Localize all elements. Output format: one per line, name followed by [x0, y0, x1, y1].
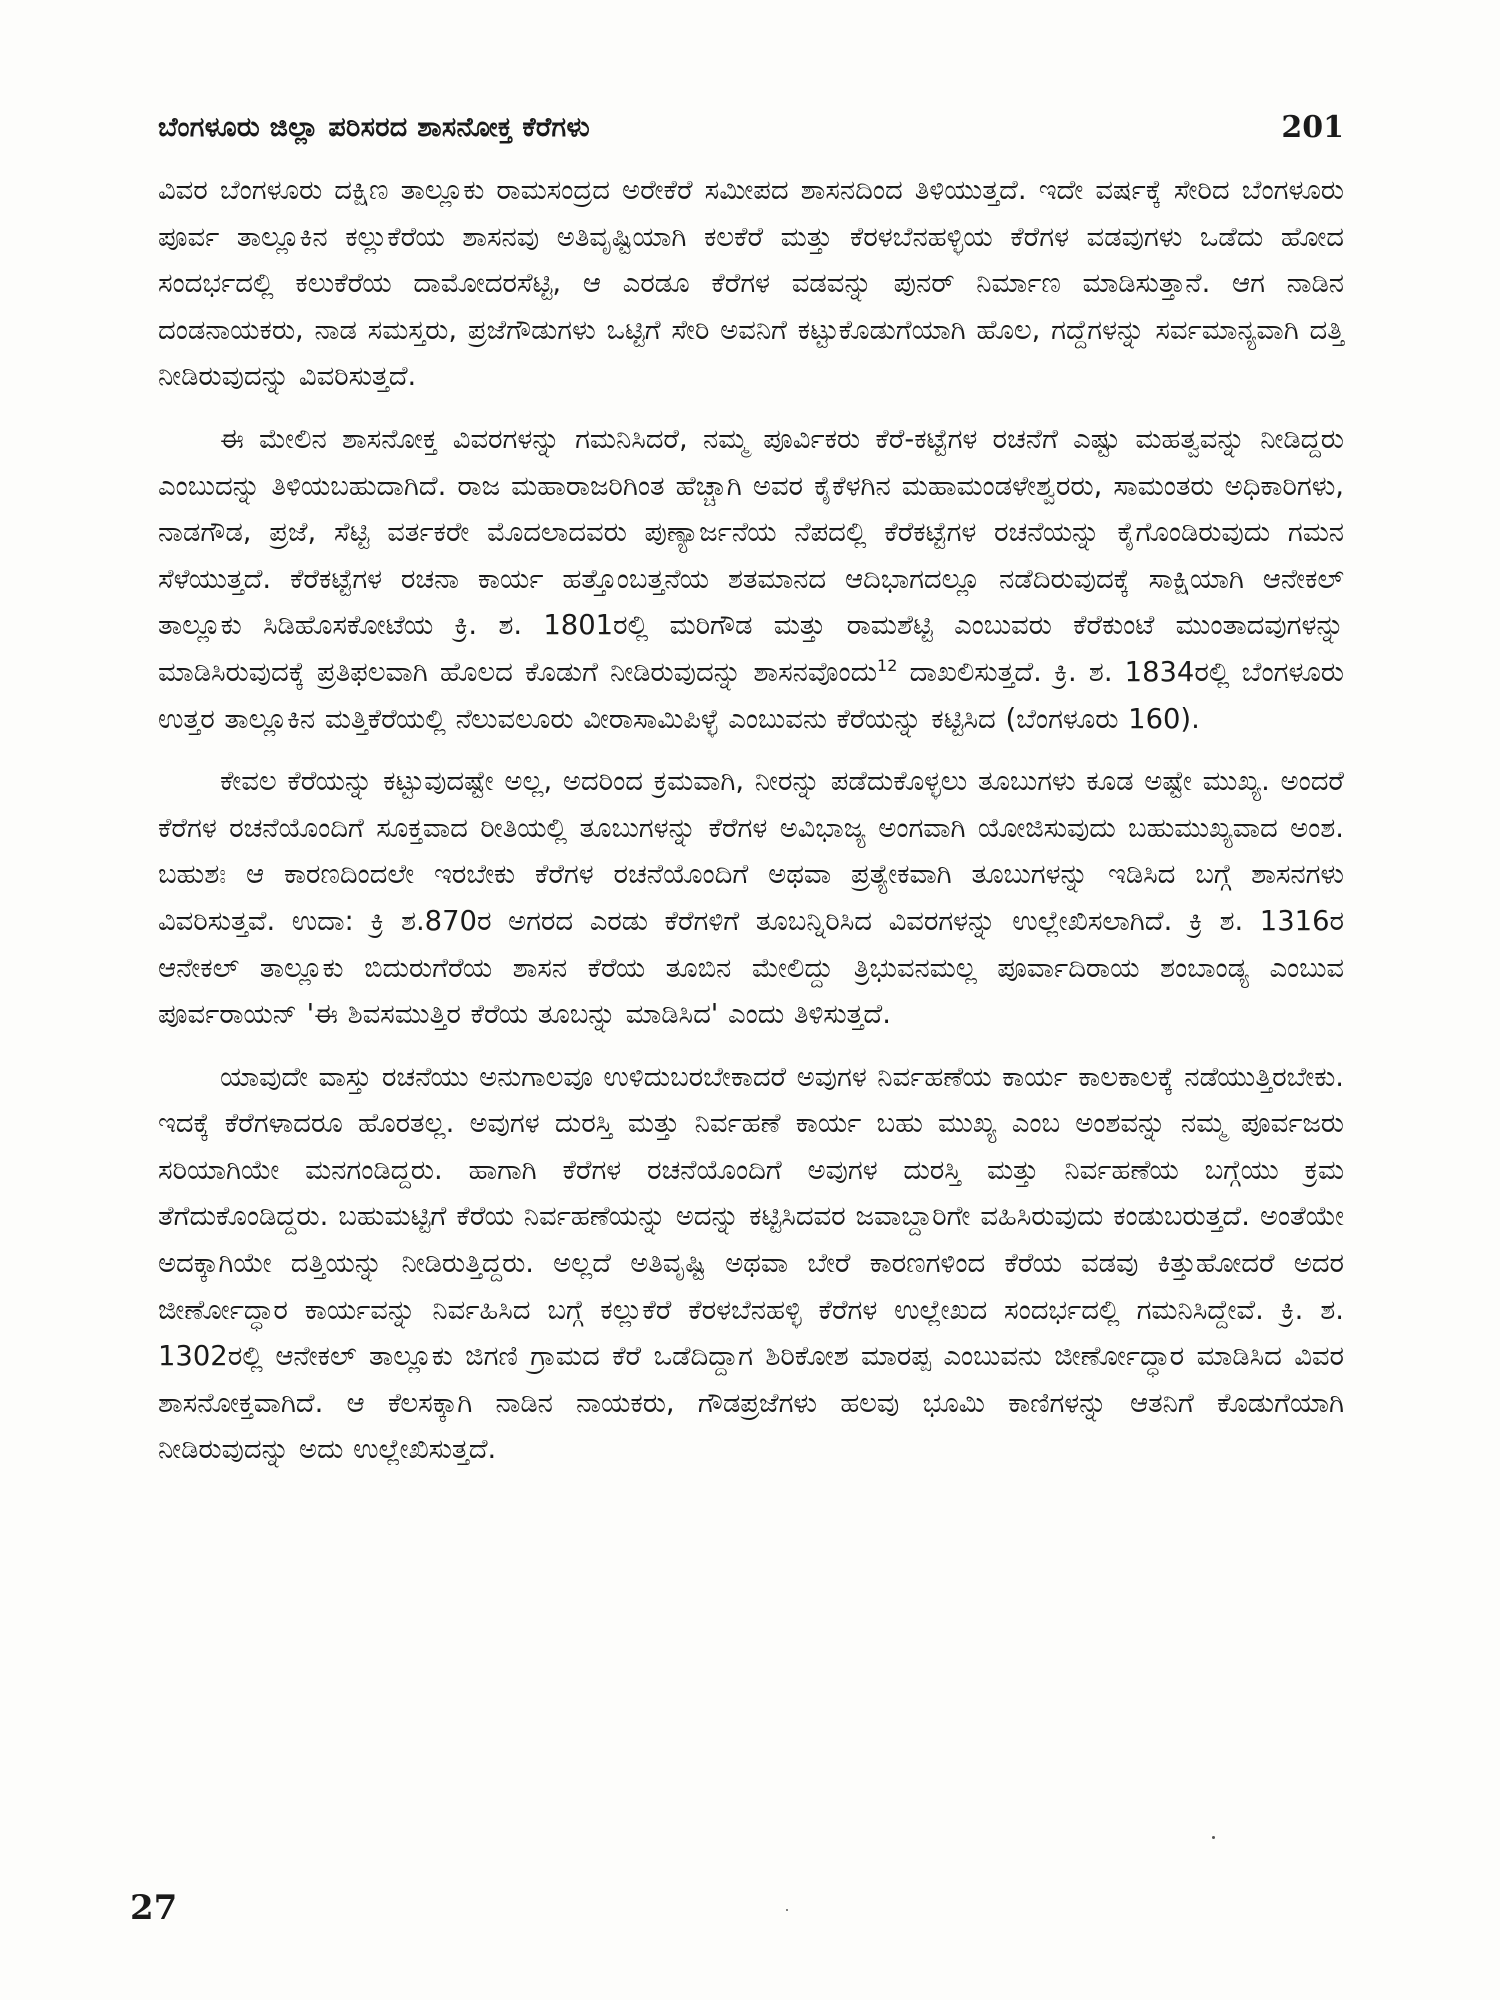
paragraph-2: [158, 417, 1344, 743]
paragraph-3: ಕೇವಲ ಕೆರೆಯನ್ನು ಕಟ್ಟುವುದಷ್ಟೇ ಅಲ್ಲ, ಅದರಿಂದ ಕ್ರಮವಾಗಿ, ನೀರನ್ನು ಪಡೆದುಕೊಳ್ಳಲು ತೂಬುಗಳು ಕೂಡ ಅಷ್ಟೇ ಮುಖ್ಯ. ಅಂದರೆ ಕೆರೆಗಳ ರಚನೆಯೊಂದಿಗೆ ಸೂಕ್ತವಾದ ರೀತಿಯಲ್ಲಿ ತೂಬುಗಳನ್ನು ಕೆರೆಗಳ ಅವಿಭಾಜ್ಯ ಅಂಗವಾಗಿ ಯೋಜಿಸುವುದು ಬಹುಮುಖ್ಯವಾದ ಅಂಶ. ಬಹುಶಃ ಆ ಕಾರಣದಿಂದಲೇ ಇರಬೇಕು ಕೆರೆಗಳ ರಚನೆಯೊಂದಿಗೆ ಅಥವಾ ಪ್ರತ್ಯೇಕವಾಗಿ ತೂಬುಗಳನ್ನು ಇಡಿಸಿದ ಬಗ್ಗೆ ಶಾಸನಗಳು ವಿವರಿಸುತ್ತವೆ. ಉದಾ: ಕ್ರಿ ಶ.870ರ ಅಗರದ ಎರಡು ಕೆರೆಗಳಿಗೆ ತೂಬನ್ನಿರಿಸಿದ ವಿವರಗಳನ್ನು ಉಲ್ಲೇಖಿಸಲಾಗಿದೆ. ಕ್ರಿ ಶ. 1316ರ ಆನೇಕಲ್ ತಾಲ್ಲೂಕು ಬಿದುರುಗೆರೆಯ ಶಾಸನ ಕೆರೆಯ ತೂಬಿನ ಮೇಲಿದ್ದು ತ್ರಿಭುವನಮಲ್ಲ ಪೂರ್ವಾದಿರಾಯ ಶಂಬಾಂಡ್ಯ ಎಂಬುವ ಪೂರ್ವರಾಯನ್ 'ಈ ಶಿವಸಮುತ್ತಿರ ಕೆರೆಯ ತೂಬನ್ನು ಮಾಡಿಸಿದ' ಎಂದು ತಿಳಿಸುತ್ತದೆ.: [158, 766, 1344, 1031]
scan-speck: [786, 1909, 788, 1911]
paragraph-2-main: ಈ ಮೇಲಿನ ಶಾಸನೋಕ್ತ ವಿವರಗಳನ್ನು ಗಮನಿಸಿದರೆ, ನಮ್ಮ ಪೂರ್ವಿಕರು ಕೆರೆ-ಕಟ್ಟೆಗಳ ರಚನೆಗೆ ಎಷ್ಟು ಮಹತ್ವವನ್ನು ನೀಡಿದ್ದರು ಎಂಬುದನ್ನು ತಿಳಿಯಬಹುದಾಗಿದೆ. ರಾಜ ಮಹಾರಾಜರಿಗಿಂತ ಹೆಚ್ಚಾಗಿ ಅವರ ಕೈಕೆಳಗಿನ ಮಹಾಮಂಡಳೇಶ್ವರರು, ಸಾಮಂತರು ಅಧಿಕಾರಿಗಳು, ನಾಡಗೌಡ, ಪ್ರಜೆ, ಸೆಟ್ಟಿ ವರ್ತಕರೇ ಮೊದಲಾದವರು ಪುಣ್ಯಾರ್ಜನೆಯ ನೆಪದಲ್ಲಿ ಕೆರೆಕಟ್ಟೆಗಳ ರಚನೆಯನ್ನು ಕೈಗೊಂಡಿರುವುದು ಗಮನ ಸೆಳೆಯುತ್ತದೆ. ಕೆರೆಕಟ್ಟೆಗಳ ರಚನಾ ಕಾರ್ಯ ಹತ್ತೊಂಬತ್ತನೆಯ ಶತಮಾನದ ಆದಿಭಾಗದಲ್ಲೂ ನಡೆದಿರುವುದಕ್ಕೆ ಸಾಕ್ಷಿಯಾಗಿ ಆನೇಕಲ್ ತಾಲ್ಲೂಕು ಸಿಡಿಹೊಸಕೋಟೆಯ ಕ್ರಿ. ಶ. 1801ರಲ್ಲಿ ಮರಿಗೌಡ ಮತ್ತು ರಾಮಶೆಟ್ಟಿ ಎಂಬುವರು ಕೆರೆಕುಂಟೆ ಮುಂತಾದವುಗಳನ್ನು ಮಾಡಿಸಿರುವುದಕ್ಕೆ ಪ್ರತಿಫಲವಾಗಿ ಹೊಲದ ಕೊಡುಗೆ ನೀಡಿರುವುದನ್ನು ಶಾಸನವೊಂದು: [158, 423, 1344, 688]
running-header: [158, 108, 1344, 152]
scan-speck: [1212, 1836, 1215, 1839]
paragraph-1: ವಿವರ ಬೆಂಗಳೂರು ದಕ್ಷಿಣ ತಾಲ್ಲೂಕು ರಾಮಸಂದ್ರದ ಅರೇಕೆರೆ ಸಮೀಪದ ಶಾಸನದಿಂದ ತಿಳಿಯುತ್ತದೆ. ಇದೇ ವರ್ಷಕ್ಕೆ ಸೇರಿದ ಬೆಂಗಳೂರು ಪೂರ್ವ ತಾಲ್ಲೂಕಿನ ಕಲ್ಲುಕೆರೆಯ ಶಾಸನವು ಅತಿವೃಷ್ಟಿಯಾಗಿ ಕಲಕೆರೆ ಮತ್ತು ಕೆರಳಬೆನಹಳ್ಳಿಯ ಕೆರೆಗಳ ವಡವುಗಳು ಒಡೆದು ಹೋದ ಸಂದರ್ಭದಲ್ಲಿ ಕಲುಕೆರೆಯ ದಾಮೋದರಸೆಟ್ಟಿ, ಆ ಎರಡೂ ಕೆರೆಗಳ ವಡವನ್ನು ಪುನರ್ ನಿರ್ಮಾಣ ಮಾಡಿಸುತ್ತಾನೆ. ಆಗ ನಾಡಿನ ದಂಡನಾಯಕರು, ನಾಡ ಸಮಸ್ತರು, ಪ್ರಜೆಗೌಡುಗಳು ಒಟ್ಟಿಗೆ ಸೇರಿ ಅವನಿಗೆ ಕಟ್ಟುಕೊಡುಗೆಯಾಗಿ ಹೊಲ, ಗದ್ದೆಗಳನ್ನು ಸರ್ವಮಾನ್ಯವಾಗಿ ದತ್ತಿ ನೀಡಿರುವುದನ್ನು ವಿವರಿಸುತ್ತದೆ.: [158, 175, 1344, 393]
signature-number: 27: [130, 1888, 178, 1928]
footnote-mark: 12: [877, 655, 898, 675]
paragraph-2-continuation: ದಾಖಲಿಸುತ್ತದೆ. ಕ್ರಿ. ಶ. 1834ರಲ್ಲಿ ಬೆಂಗಳೂರು ಉತ್ತರ ತಾಲ್ಲೂಕಿನ ಮತ್ತಿಕೆರೆಯಲ್ಲಿ ನೆಲುವಲೂರು ವೀರಾಸಾಮಿಪಿಳ್ಳೆ ಎಂಬುವನು ಕೆರೆಯನ್ನು ಕಟ್ಟಿಸಿದ (ಬೆಂಗಳೂರು 160).: [158, 656, 1344, 735]
page-number: 201: [1281, 110, 1344, 145]
body-text: [158, 168, 1344, 1490]
paragraph-4: ಯಾವುದೇ ವಾಸ್ತು ರಚನೆಯು ಅನುಗಾಲವೂ ಉಳಿದುಬರಬೇಕಾದರೆ ಅವುಗಳ ನಿರ್ವಹಣೆಯ ಕಾರ್ಯ ಕಾಲಕಾಲಕ್ಕೆ ನಡೆಯುತ್ತಿರಬೇಕು. ಇದಕ್ಕೆ ಕೆರೆಗಳಾದರೂ ಹೊರತಲ್ಲ. ಅವುಗಳ ದುರಸ್ತಿ ಮತ್ತು ನಿರ್ವಹಣೆ ಕಾರ್ಯ ಬಹು ಮುಖ್ಯ ಎಂಬ ಅಂಶವನ್ನು ನಮ್ಮ ಪೂರ್ವಜರು ಸರಿಯಾಗಿಯೇ ಮನಗಂಡಿದ್ದರು. ಹಾಗಾಗಿ ಕೆರೆಗಳ ರಚನೆಯೊಂದಿಗೆ ಅವುಗಳ ದುರಸ್ತಿ ಮತ್ತು ನಿರ್ವಹಣೆಯ ಬಗ್ಗೆಯು ಕ್ರಮ ತೆಗೆದುಕೊಂಡಿದ್ದರು. ಬಹುಮಟ್ಟಿಗೆ ಕೆರೆಯ ನಿರ್ವಹಣೆಯನ್ನು ಅದನ್ನು ಕಟ್ಟಿಸಿದವರ ಜವಾಬ್ದಾರಿಗೇ ವಹಿಸಿರುವುದು ಕಂಡುಬರುತ್ತದೆ. ಅಂತೆಯೇ ಅದಕ್ಕಾಗಿಯೇ ದತ್ತಿಯನ್ನು ನೀಡಿರುತ್ತಿದ್ದರು. ಅಲ್ಲದೆ ಅತಿವೃಷ್ಟಿ ಅಥವಾ ಬೇರೆ ಕಾರಣಗಳಿಂದ ಕೆರೆಯ ವಡವು ಕಿತ್ತುಹೋದರೆ ಅದರ ಜೀರ್ಣೋದ್ಧಾರ ಕಾರ್ಯವನ್ನು ನಿರ್ವಹಿಸಿದ ಬಗ್ಗೆ ಕಲ್ಲುಕೆರೆ ಕೆರಳಬೆನಹಳ್ಳಿ ಕೆರೆಗಳ ಉಲ್ಲೇಖದ ಸಂದರ್ಭದಲ್ಲಿ ಗಮನಿಸಿದ್ದೇವೆ. ಕ್ರಿ. ಶ. 1302ರಲ್ಲಿ ಆನೇಕಲ್ ತಾಲ್ಲೂಕು ಜಿಗಣಿ ಗ್ರಾಮದ ಕೆರೆ ಒಡೆದಿದ್ದಾಗ ಶಿರಿಕೋಶ ಮಾರಪ್ಪ ಎಂಬುವನು ಜೀರ್ಣೋದ್ಧಾರ ಮಾಡಿಸಿದ ವಿವರ ಶಾಸನೋಕ್ತವಾಗಿದೆ. ಆ ಕೆಲಸಕ್ಕಾಗಿ ನಾಡಿನ ನಾಯಕರು, ಗೌಡಪ್ರಜೆಗಳು ಹಲವು ಭೂಮಿ ಕಾಣಿಗಳನ್ನು ಆತನಿಗೆ ಕೊಡುಗೆಯಾಗಿ ನೀಡಿರುವುದನ್ನು ಅದು ಉಲ್ಲೇಖಿಸುತ್ತದೆ.: [158, 1061, 1344, 1466]
running-header-title: ಬೆಂಗಳೂರು ಜಿಲ್ಲಾ ಪರಿಸರದ ಶಾಸನೋಕ್ತ ಕೆರೆಗಳು: [158, 112, 591, 143]
